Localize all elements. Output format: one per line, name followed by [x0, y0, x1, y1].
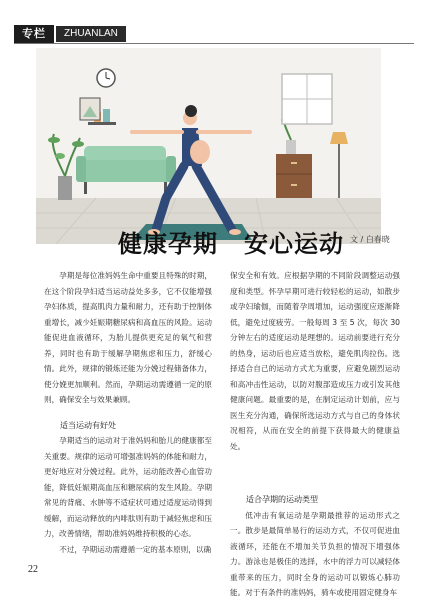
paragraph: 孕期适当的运动对于准妈妈和胎儿的健康都至关重要。规律的运动可增强准妈妈的体能和耐力，更好地应对分娩过程。此外，运动能改善心血管功能，降低妊娠期高血压和糖尿病的发生风险。孕期常见的背痛、水肿等不适症状可通过适度运动得到缓解，而运动释放的内啡肽则有助于减轻焦虑和压力，改善情绪，帮助准妈妈维持积极的心态。	[44, 436, 212, 538]
window	[282, 74, 332, 124]
section-heading: 适合孕期的运动类型	[246, 495, 318, 504]
wall-shelf	[88, 122, 116, 125]
paragraph: 孕期是每位准妈妈生命中重要且特殊的时期，在这个阶段孕妇适当运动益处多多，它不仅能增强孕妇体质，提高肌肉力量和耐力，还有助于控制体重增长，减少妊娠期糖尿病和高血压的风险。运动能促进血液循环，为胎儿提供更充足的氧气和营养，同时也有助于缓解孕期焦虑和压力，舒缓心情。此外，规律的锻炼还能为分娩过程储备体力，使分娩更加顺利。然而，孕期运动需遵循一定的原则，确保安全与效果兼顾。	[44, 271, 212, 404]
author-byline: 文 / 白春晓	[350, 235, 390, 244]
column-badge: 专栏	[14, 25, 54, 43]
right-column	[230, 268, 400, 601]
paragraph-continued: 保安全和有效。应根据孕期的不同阶段调整运动强度和类型。怀孕早期可进行较轻松的运动，如散步或孕妇瑜伽，而随着孕周增加，运动强度应逐渐降低，避免过度疲劳。一般每周 3 至 5 次，每次 30 分钟左右的适度运动是理想的。运动前要进行充分的热身，运动后也应适当放松，避免肌肉拉伤。选择适合自己的运动方式尤为重要，应避免剧烈运动和高冲击性运动，以防对腹部造成压力或引发其他健康问题。最重要的是，在制定运动计划前，应与医生充分沟通，确保所选运动方式与自己的身体状况相符，从而在安全的前提下获得最大的健康益处。	[230, 271, 400, 451]
paragraph: 不过，孕期运动需遵循一定的基本原则，以确	[59, 544, 212, 554]
paragraph: 低冲击有氧运动是孕期最推荐的运动形式之一。散步是最简单易行的运动方式，不仅可促进血液循环，还能在不增加关节负担的情况下增强体力。游泳也是极佳的选择，水中的浮力可以减轻体重带来的压力，同时全身的运动可以锻炼心肺功能。对于有条件的准妈妈，骑车或使用固定健身车	[230, 510, 400, 597]
column-code: ZHUANLAN	[56, 26, 126, 42]
picture-frame	[80, 98, 100, 120]
wall-clock-icon	[97, 69, 115, 87]
title-part-2: 安心运动	[244, 229, 344, 258]
title-part-1: 健康孕期	[118, 229, 218, 258]
article-title	[118, 224, 344, 259]
yoga-illustration	[36, 48, 381, 244]
page-number: 22	[28, 564, 38, 575]
header-rule	[14, 43, 414, 44]
page-header	[0, 0, 427, 44]
left-column	[44, 268, 212, 557]
section-heading: 适当运动有好处	[60, 420, 116, 430]
